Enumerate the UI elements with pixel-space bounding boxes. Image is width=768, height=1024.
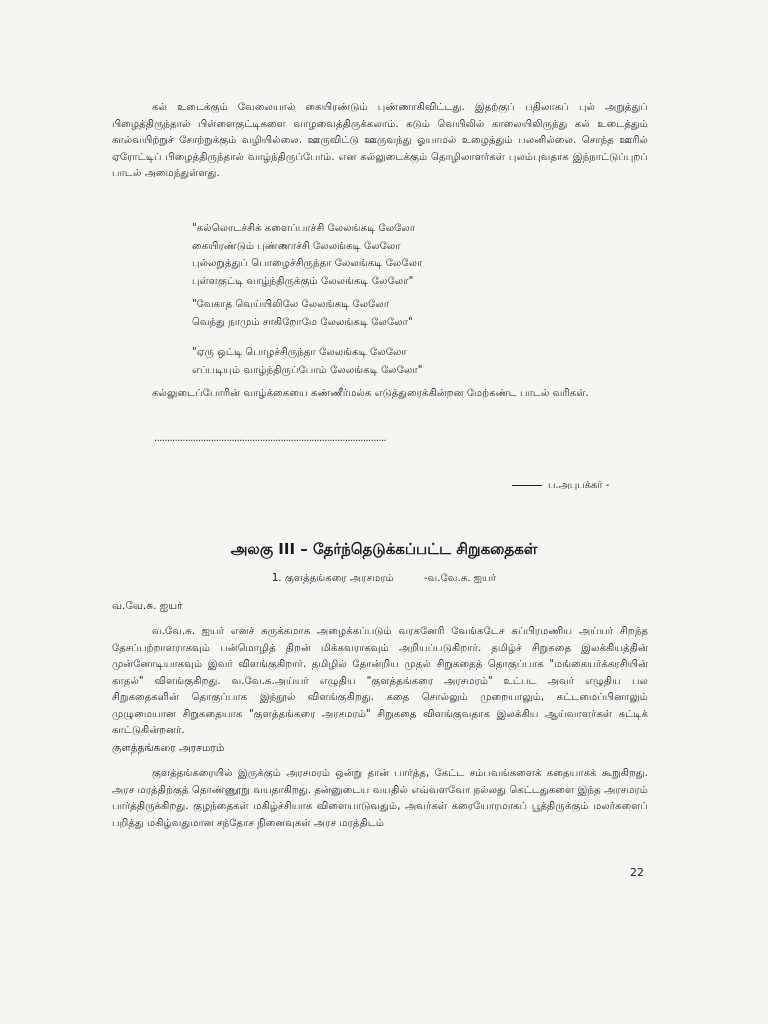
story-title: 1. குளத்தங்கரை அரசமரம் <box>271 573 394 584</box>
story-heading <box>0 572 768 585</box>
story-section-paragraph: குளத்தங்கரையில் இருக்கும் அரசமரம் ஒன்று தான் பார்த்த, கேட்ட சம்பவங்களைக் கதையாகக் கூறுகிறது. அரச மரத்திற்குத் தொண்ணூறு வயதாகிறது. தன்னுடைய வயதில் எவ்வளவோ நல்லது கெட்டதுகளை இந்த அரசமரம் பார்த்திருக்கிறது. குழந்தைகள் மகிழ்ச்சியாக விளையாடுவதும், அவர்கள் கரையோரமாகப் பூத்திருக்கும் மலர்களைப் பறித்து மகிழ்வதுமான சந்தோச நினைவுகள் அரச மரத்திடம் <box>112 768 648 829</box>
story-section-heading: குளத்தங்கரை அரசமரம் <box>112 742 225 754</box>
verse-stanza-2 <box>192 296 512 331</box>
verse-line: புள்ளகுட்டி வாழ்ந்திருக்கும் லேலங்கடி லேலோ" <box>192 275 414 287</box>
author-signature <box>512 480 609 492</box>
intro-paragraph: கல் உடைக்கும் வேலையால் கையிரண்டும் புண்ணாகிவிட்டது. இதற்குப் பதிலாகப் புல் அறுத்துப் பிழைத்திருந்தால் பிள்ளைகுட்டிகளை வாழவைத்திருக்கலாம். கடும் வெயிலில் காலையிலிருந்து கல் உடைத்தும் கால்வயிற்றுச் சோற்றுக்கும் வழியில்லை. ஊருவிட்டு ஊருவந்து ஓயாமல் உழைத்தும் பலனில்லை. சொந்த ஊரில் ஏரோட்டிப் பிழைத்திருந்தால் வாழ்ந்திருப்போம். என கல்லுடைக்கும் தொழிலாளர்கள் புலம்புவதாக இந்நாட்டுப்புறப் பாடல் அமைந்துள்ளது. <box>112 102 648 179</box>
verse-line: கையிரண்டும் புண்ணாச்சி லேலங்கடி லேலோ <box>192 240 401 252</box>
separator-dots: .......................................................................................... <box>154 433 387 444</box>
signature-dash <box>512 485 542 486</box>
author-section-heading: வ.வே.சு. ஐயர் <box>112 600 183 612</box>
author-section-paragraph: வ.வே.சு. ஐயர் எனச் சுருக்கமாக அழைக்கப்படும் வரகனேரி வேங்கடேச சுப்பிரமணிய அய்யர் சிறந்த தேசப்பற்றாளராகவும் பன்மொழித் திறன் மிக்கவராகவும் அறியப்படுகிறார். தமிழ்ச் சிறுகதை இலக்கியத்தின் முன்னோடியாகவும் இவர் விளங்குகிறார். தமிழில் தோன்றிய முதல் சிறுகதைத் தொகுப்பாக "மங்கையர்க்கரசியின் காதல்" விளங்குகிறது. வ.வே.சு.அய்யர் எழுதிய "குளத்தங்கரை அரசமரம்" உட்பட அவர் எழுதிய பல சிறுகதைகளின் தொகுப்பாக இந்நூல் விளங்குகிறது. கதை சொல்லும் முறையாலும், கட்டமைப்பினாலும் முழுமையான சிறுகதையாக "குளத்தங்கரை அரசமரம்" சிறுகதை விளங்குவதாக இலக்கிய ஆய்வாளர்கள் சுட்டிக் காட்டுகின்றனர். <box>112 626 648 736</box>
unit-title: அலகு III – தேர்ந்தெடுக்கப்பட்ட சிறுகதைகள் <box>230 540 538 558</box>
verse-line: "ஏரு ஒட்டி பொழச்சிருந்தா லேலங்கடி லேலோ <box>192 347 407 358</box>
author-signature-text: ப.அபுபக்கர் - <box>548 480 610 491</box>
page-number: 22 <box>630 866 644 879</box>
verse-stanza-1 <box>192 220 512 290</box>
verse-line: "வேகாத வெய்யிலிலே லேலங்கடி லேலோ <box>192 299 390 310</box>
verse-stanza-3 <box>192 344 512 379</box>
conclusion-paragraph: கல்லுடைப்போரின் வாழ்க்கையை கண்ணீர்மல்க எடுத்துரைக்கின்றன மேற்கண்ட பாடல் வரிகள். <box>152 388 589 399</box>
verse-line: எப்படியும் வாழ்ந்திருப்போம் லேலங்கடி லேலோ" <box>192 364 423 376</box>
verse-line: வெந்து நாமும் சாகிறோமே லேலங்கடி லேலோ" <box>192 316 413 328</box>
verse-line: புல்லறுத்துப் பொழைச்சிருந்தா லேலங்கடி லேலோ <box>192 258 423 269</box>
verse-line: "கல்லொடச்சிக் களைப்பாச்சி லேலங்கடி லேலோ <box>192 223 416 234</box>
story-author: -வ.வே.சு. ஐயர் <box>423 573 497 584</box>
